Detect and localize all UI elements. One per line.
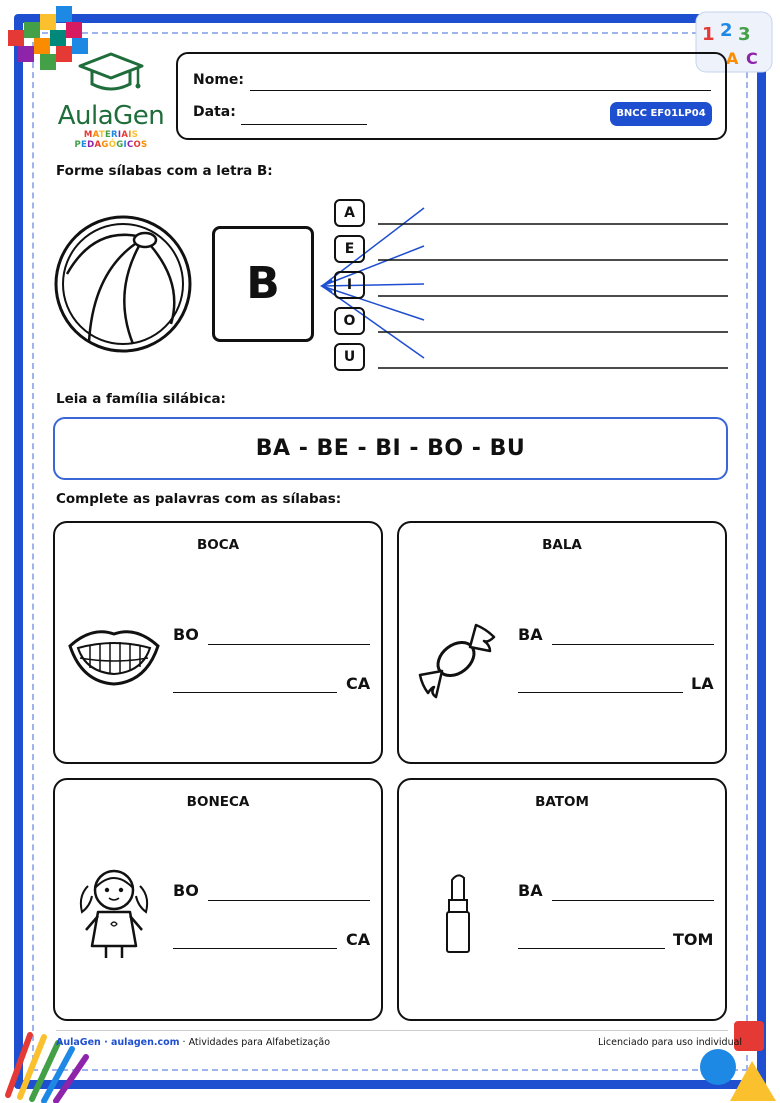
mouth-icon — [66, 620, 162, 690]
svg-text:1: 1 — [702, 24, 715, 45]
answer-field-2[interactable] — [518, 678, 683, 693]
vowel-box-o: O — [334, 307, 365, 335]
footer-tagline: · Atividades para Alfabetização — [179, 1037, 331, 1048]
aulagen-logo — [56, 50, 166, 150]
shapes-icon — [690, 1015, 780, 1103]
footer-divider — [56, 1030, 728, 1031]
vowel-box-u: U — [334, 343, 365, 371]
lipstick-icon — [440, 872, 476, 956]
footer-license: Licenciado para uso individual — [598, 1037, 743, 1048]
vowel-box-i: I — [334, 271, 365, 299]
graduation-cap-icon — [76, 50, 146, 96]
card-word: BOCA — [196, 537, 240, 553]
bncc-badge: BNCC EF01LP04 — [610, 102, 712, 126]
syllable-family-box: BA - BE - BI - BO - BU — [53, 417, 728, 480]
logo-name: AulaGen — [57, 101, 165, 131]
syllable-1: BA — [518, 625, 543, 644]
syllable-1: BO — [173, 625, 199, 644]
answer-field-1[interactable] — [552, 630, 714, 645]
nome-label: Nome: — [193, 72, 245, 88]
syllable-2: CA — [346, 674, 371, 693]
data-field[interactable] — [241, 110, 367, 125]
doll-icon — [74, 866, 154, 962]
answer-field-2[interactable] — [173, 678, 337, 693]
card-word: BATOM — [535, 794, 589, 810]
svg-text:A: A — [726, 49, 739, 68]
letter-b-box: B — [212, 226, 314, 342]
answer-field-1[interactable] — [208, 886, 370, 901]
footer-link[interactable]: AulaGen · aulagen.com — [56, 1037, 180, 1048]
ball-icon — [53, 214, 193, 354]
activity2-title: Leia a família silábica: — [56, 391, 226, 407]
answer-field-2[interactable] — [173, 934, 337, 949]
nome-field[interactable] — [250, 76, 711, 91]
card-word: BALA — [542, 537, 582, 553]
activity1-title: Forme sílabas com a letra B: — [56, 163, 273, 179]
footer-brand — [56, 1037, 330, 1048]
syllable-2: TOM — [673, 930, 714, 949]
candy-icon — [414, 615, 500, 701]
syllable-1: BA — [518, 881, 543, 900]
vowel-box-a: A — [334, 199, 365, 227]
answer-field-1[interactable] — [208, 630, 370, 645]
vowel-box-e: E — [334, 235, 365, 263]
syllable-2: LA — [691, 674, 714, 693]
syllable-1: BO — [173, 881, 199, 900]
data-label: Data: — [193, 104, 236, 120]
svg-text:2: 2 — [720, 20, 733, 41]
answer-field-2[interactable] — [518, 934, 665, 949]
syllable-2: CA — [346, 930, 371, 949]
activity3-title: Complete as palavras com as sílabas: — [56, 491, 342, 507]
student-info-box — [176, 52, 727, 140]
card-word: BONECA — [186, 794, 250, 810]
logo-subtitle: MATERIAIS PEDAGÓGICOS — [74, 130, 148, 150]
svg-text:3: 3 — [738, 24, 751, 45]
answer-field-1[interactable] — [552, 886, 714, 901]
connector-lines — [318, 200, 738, 375]
svg-text:C: C — [746, 49, 758, 68]
